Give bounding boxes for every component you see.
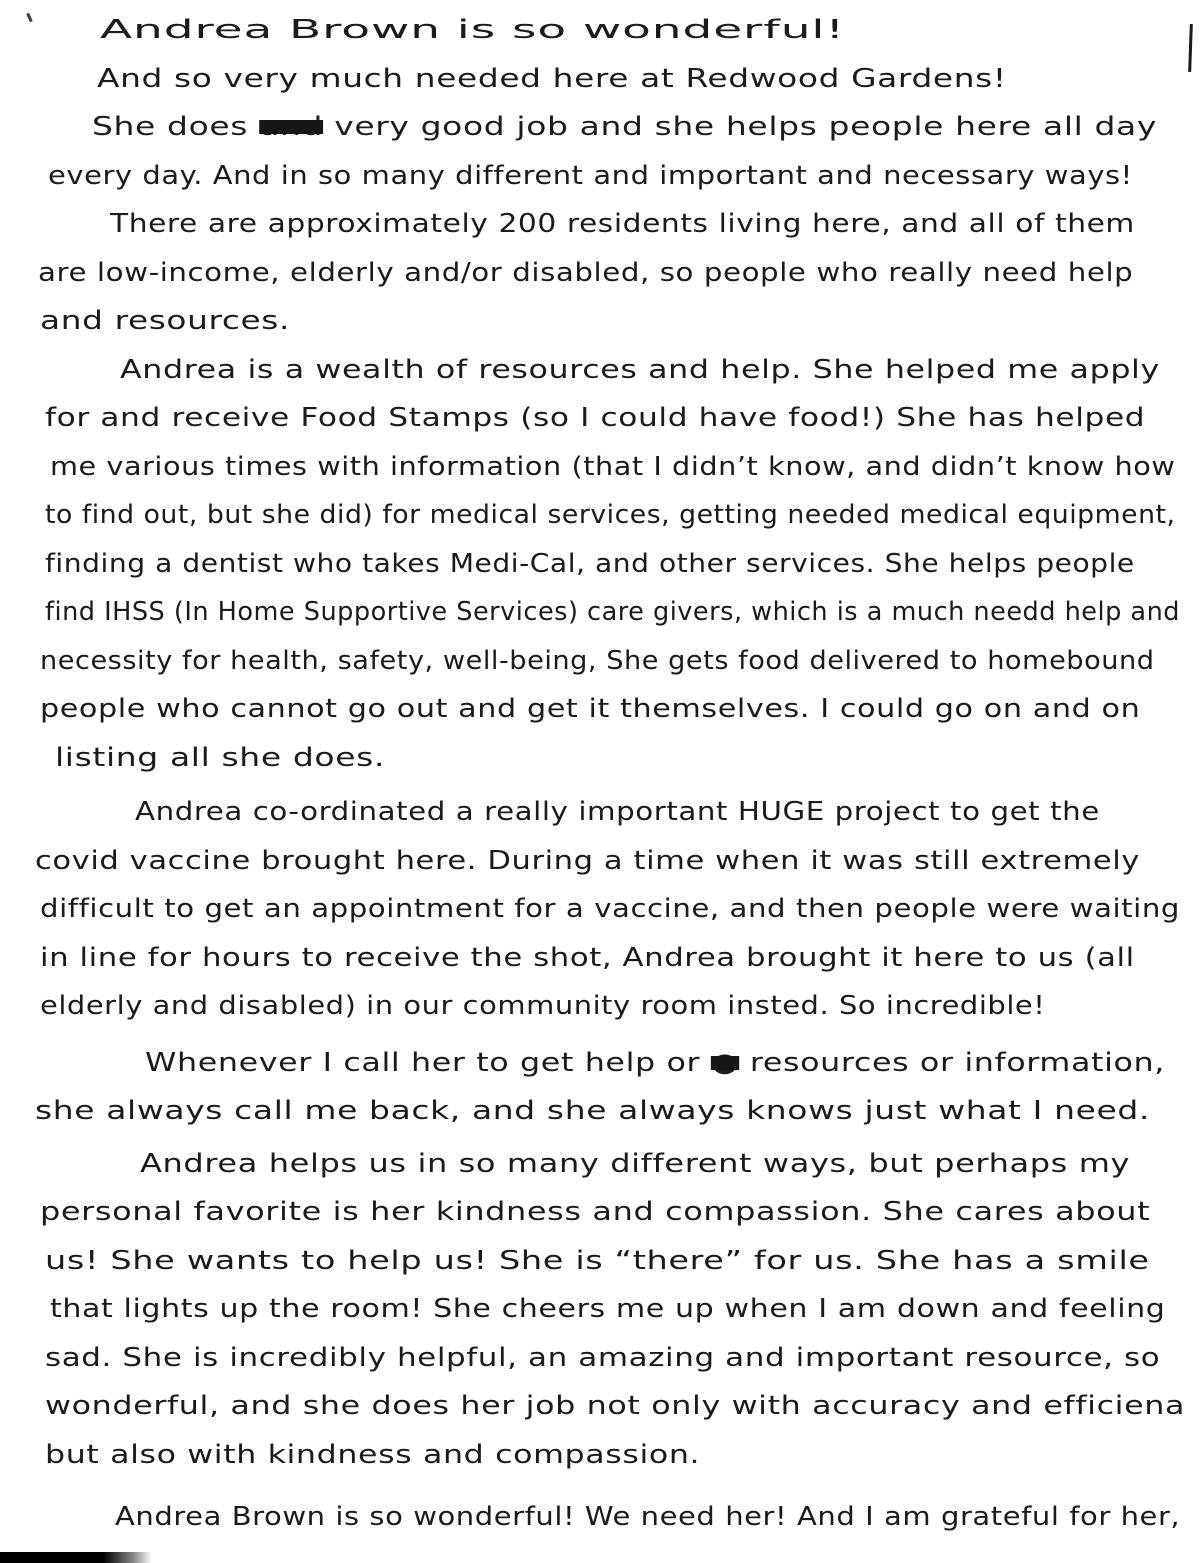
line-text: in line for hours to receive the shot, Andrea brought it here to us (all [40, 942, 1135, 973]
line-text: that lights up the room! She cheers me up when I am down and feeling [50, 1294, 1166, 1324]
line-text: There are approximately 200 residents living here, and all of them [110, 209, 1135, 239]
letter-line [40, 934, 1204, 983]
line-text: necessity for health, safety, well-being, She gets food delivered to homebound [40, 645, 1155, 676]
letter-line-ink [135, 788, 1100, 837]
line-text: covid vaccine brought here. During a time when it was still extremely [35, 845, 1140, 876]
letter-line-ink [50, 443, 1175, 492]
letter-line-ink [45, 1431, 700, 1480]
letter-line-ink [45, 588, 1180, 637]
letter-line-ink [45, 540, 1135, 589]
letter-line [115, 1493, 1204, 1542]
letter-line [135, 788, 1204, 837]
letter-line [35, 837, 1204, 886]
line-text: resources or information, [739, 1047, 1165, 1078]
letter-line-ink [110, 200, 1135, 249]
line-text: us! She wants to help us! She is “there” for us. She has a smile [45, 1245, 1150, 1276]
letter-line-ink [45, 1382, 1185, 1431]
line-text: find IHSS (In Home Supportive Services) care givers, which is a much needd help and [45, 597, 1180, 627]
line-text: to find out, but she did) for medical services, getting needed medical equipment, [45, 500, 1176, 530]
line-text: very good job and she helps people here all day [323, 112, 1157, 142]
line-text: she always call me back, and she always knows just what I need. [35, 1096, 1151, 1126]
letter-line-ink [97, 55, 1007, 104]
letter-line [38, 249, 1204, 298]
line-text: elderly and disabled) in our community room insted. So incredible! [40, 991, 1046, 1021]
letter-line [92, 103, 1204, 152]
line-text: for and receive Food Stamps (so I could have food!) She has helped [45, 403, 1146, 433]
letter-line-ink [50, 1285, 1165, 1334]
letter-line [45, 491, 1204, 540]
line-text: and resources. [40, 306, 291, 336]
letter-line [55, 734, 1204, 783]
letter-line-ink [100, 6, 845, 55]
letter-line [120, 346, 1204, 395]
letter-line [40, 885, 1204, 934]
letter-line-ink [48, 152, 1133, 201]
letter-line [97, 55, 1204, 104]
letter-line-ink [45, 394, 1145, 443]
scanner-artifact-bar [0, 1552, 152, 1563]
line-text: Andrea Brown is so wonderful! [100, 15, 846, 45]
line-text: wonderful, and she does her job not only with accuracy and efficiena [45, 1391, 1186, 1421]
letter-line-ink [40, 685, 1140, 734]
letter-line [40, 685, 1204, 734]
letter-line [40, 637, 1204, 686]
letter-line [50, 443, 1204, 492]
letter-line-ink [40, 1188, 1150, 1237]
letter-line-ink [35, 1087, 1150, 1136]
line-text: And so very much needed here at Redwood Gardens! [97, 63, 1007, 94]
line-text: every day. And in so many different and important and necessary ways! [48, 160, 1133, 191]
line-text: sad. She is incredibly helpful, an amazing and important resource, so [45, 1342, 1161, 1373]
letter-line [100, 6, 1204, 55]
letter-line-ink [38, 249, 1133, 298]
scribbled-out-word: ● [710, 1047, 740, 1078]
letter-line [45, 1334, 1204, 1383]
line-text: difficult to get an appointment for a vaccine, and then people were waiting [40, 894, 1180, 924]
line-text: are low-income, elderly and/or disabled, so people who really need help [38, 257, 1134, 288]
letter-line [110, 200, 1204, 249]
line-text: Whenever I call her to get help or [145, 1047, 711, 1078]
letter-line [45, 394, 1204, 443]
letter-line [40, 297, 1204, 346]
line-text: personal favorite is her kindness and compassion. She cares about [40, 1197, 1151, 1227]
letter-line-ink [55, 734, 385, 783]
letter-line-ink [45, 491, 1176, 540]
letter-line-ink [40, 934, 1135, 983]
letter-line [40, 1188, 1204, 1237]
line-text: Andrea helps us in so many different ways, but perhaps my [140, 1148, 1131, 1179]
letter-line [35, 1087, 1204, 1136]
letter-line-ink [40, 297, 290, 346]
letter-line-ink [45, 1237, 1150, 1286]
letter-line-ink [40, 885, 1180, 934]
letter-line [140, 1140, 1204, 1189]
line-text: Andrea co-ordinated a really important HUGE project to get the [135, 797, 1100, 827]
line-text: She does [92, 112, 260, 142]
line-text: people who cannot go out and get it themselves. I could go on and on [40, 694, 1141, 724]
letter-line-ink [140, 1140, 1130, 1189]
line-text: listing all she does. [55, 742, 386, 773]
letter-line [145, 1039, 1204, 1088]
letter-line-ink [115, 1493, 1180, 1542]
letter-line [50, 1285, 1204, 1334]
letter-line-ink [92, 103, 1157, 152]
letter-line [45, 1237, 1204, 1286]
letter-line-ink [145, 1039, 1165, 1088]
line-text: Andrea is a wealth of resources and help. She helped me apply [120, 354, 1160, 385]
letter-line [45, 1431, 1204, 1480]
letter-line-ink [35, 837, 1140, 886]
line-text: me various times with information (that I didn’t know, and didn’t know how [50, 451, 1176, 482]
letter-line [45, 1382, 1204, 1431]
letter-line [48, 152, 1204, 201]
letter-line-ink [40, 982, 1045, 1031]
scribbled-out-word: and [259, 112, 324, 142]
line-text: finding a dentist who takes Medi-Cal, and other services. She helps people [45, 548, 1135, 579]
line-text: but also with kindness and compassion. [45, 1439, 701, 1470]
letter-line-ink [40, 637, 1154, 686]
letter-line [45, 540, 1204, 589]
letter-line [45, 588, 1204, 637]
letter-line-ink [45, 1334, 1160, 1383]
line-text: Andrea Brown is so wonderful! We need her! And I am grateful for her, [115, 1502, 1181, 1532]
letter-line [40, 982, 1204, 1031]
letter-line-ink [120, 346, 1160, 395]
